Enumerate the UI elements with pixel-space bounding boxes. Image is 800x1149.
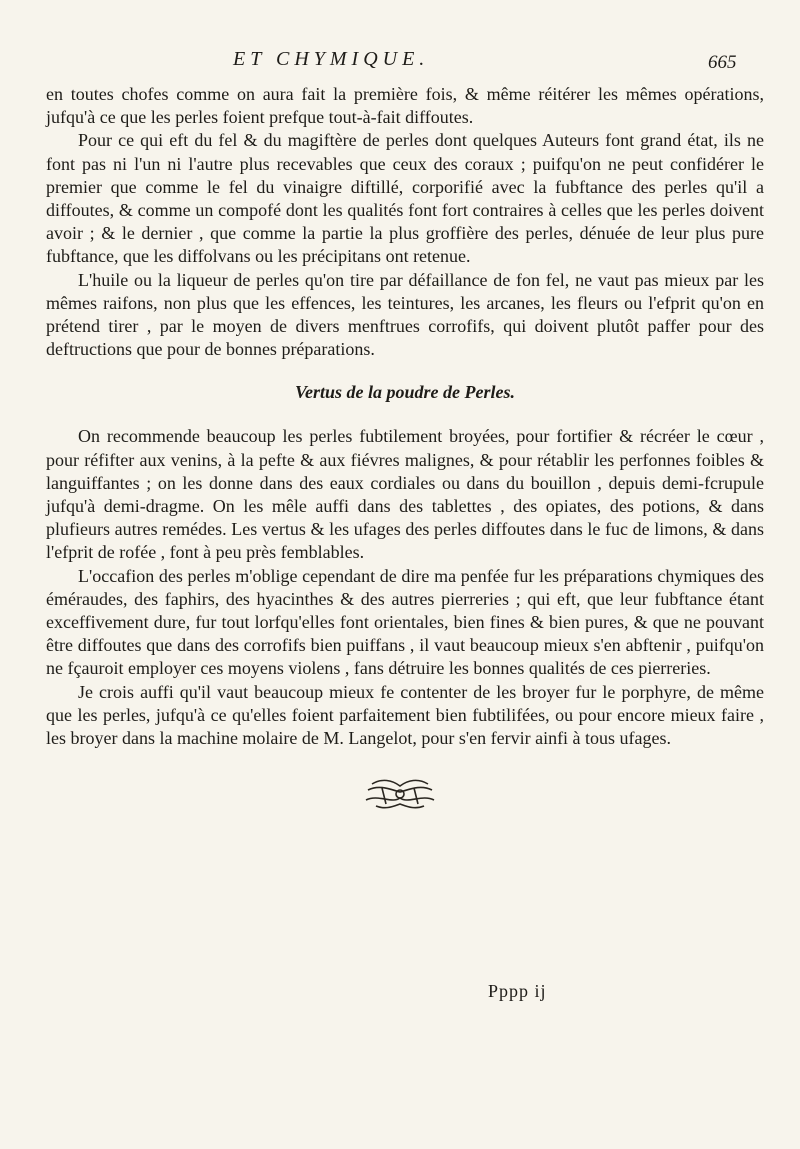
paragraph-pierreries: L'occafion des perles m'oblige cependant de dire ma penfée fur les préparations chymiques des éméraudes, des faphirs, des hyacinthes & des autres pierreries ; qui eft, que leur fubftance étant exceffivement dure, fur tout lorfqu'elles font orientales, bien fines & bien pures, & que ne pouvant être diffoutes que dans des corrofifs bien puiffans , il vaut beaucoup mieux s'en abftenir , puifqu'on ne fçauroit employer ces moyens violens , fans détruire les bonnes qualités de ces pierreries. [46,565,764,679]
paragraph-continuation: en toutes chofes comme on aura fait la première fois, & même réitérer les mêmes opérations, jufqu'à ce que les perles foient prefque tout-à-fait diffoutes. [46,84,764,128]
paragraph-sel-magistere: Pour ce qui eft du fel & du magiftère de perles dont quelques Auteurs font grand état, ils ne font pas ni l'un ni l'autre plus recevables que ceux des coraux ; puifqu'on ne peut confidérer le premier que comme le fel du vinaigre diftillé, corporifié avec la fubftance des perles qu'il a diffoutes, & comme un compofé dont les qualités font fort contraires à celles que les perles doivent avoir ; & le dernier , que comme la partie la plus groffière des perles, dénuée de leur plus pure fubftance, que les diffolvans ou les précipitans ont retenue. [46,130,764,267]
paragraph-porphyre: Je crois auffi qu'il vaut beaucoup mieux fe contenter de les broyer fur le porphyre, de même que les perles, jufqu'à ce qu'elles foient parfaitement bien fubtilifées, ou pour encore mieux faire , les broyer dans la machine molaire de M. Langelot, pour s'en fervir ainfi à tous ufages. [46,681,764,749]
page-number: 665 [708,52,737,73]
page-header [0,48,800,88]
printers-ornament-icon [352,776,448,812]
paragraph-vertus: On recommende beaucoup les perles fubtilement broyées, pour fortifier & récréer le cœur , pour réfifter aux venins, à la pefte & aux fiévres malignes, & pour rétablir les perfonnes foibles & languiffantes ; on les donne dans des eaux cordiales ou dans du bouillon , depuis demi-fcrupule jufqu'à demi-dragme. On les mêle auffi dans des tablettes , des opiates, des potions, & dans plufieurs autres remédes. Les vertus & les ufages des perles diffoutes dans le fuc de limons, & dans l'efprit de rofée , font à peu près femblables. [46,426,764,563]
paragraph-huile-perles: L'huile ou la liqueur de perles qu'on tire par défaillance de fon fel, ne vaut pas mieux par les mêmes raifons, non plus que les effences, les teintures, les arcanes, les fleurs ou l'efprit qu'on en prétend tirer , par le moyen de divers menftrues corrofifs, qui doivent plutôt paffer pour des deftructions que pour de bonnes préparations. [46,269,764,360]
running-title: ET CHYMIQUE. [233,48,430,70]
body-text [46,83,764,750]
section-heading: Vertus de la poudre de Perles. [295,382,515,403]
signature-mark: Pppp ij [488,981,547,1001]
